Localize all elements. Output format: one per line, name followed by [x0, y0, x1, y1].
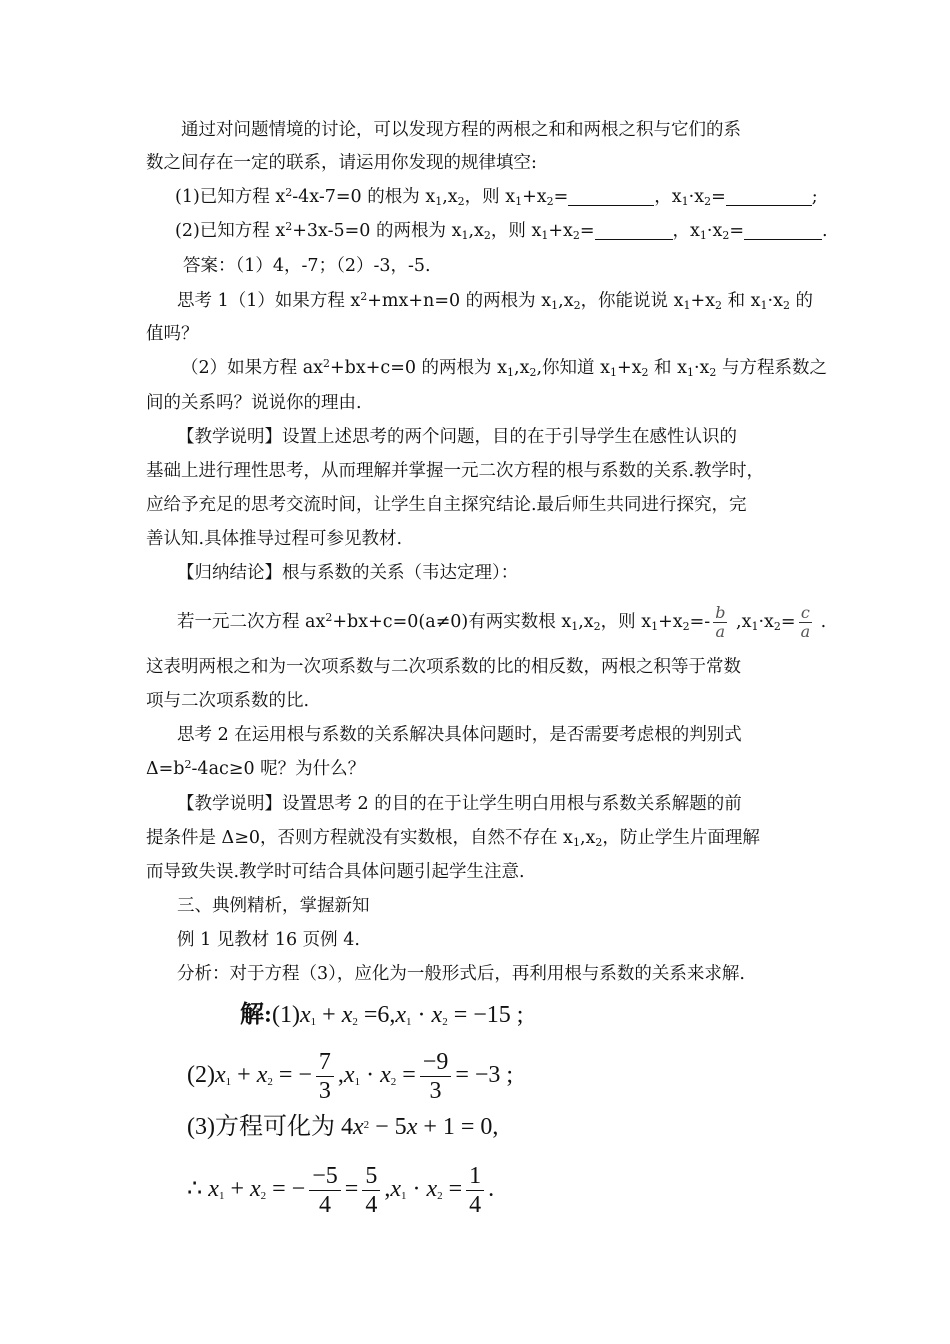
intro-line-1: 通过对问题情境的讨论，可以发现方程的两根之和和两根之积与它们的系 — [181, 120, 741, 140]
conclusion-heading: 【归纳结论】根与系数的关系（韦达定理）： — [177, 563, 519, 583]
think-1-line-2: 值吗？ — [146, 324, 199, 344]
section-heading: 三、典例精析，掌握新知 — [177, 896, 370, 916]
question-2: (2)已知方程 $x^2+3x-5=0$ 的两根为 $x_1,x_2$，则 $x_1+x_2=$ ，$x_1\cdot x_2=$ . — [175, 220, 828, 242]
answer-blank — [595, 221, 673, 240]
solution-line-3: (3)方程可化为 $4x^2 - 5x + 1 = 0$, — [187, 1114, 499, 1140]
teaching-note-2-line-2: 提条件是 Δ≥0，否则方程就没有实数根，自然不存在 $x_1,x_2$，防止学生片面理解 — [146, 828, 760, 849]
intro-line-2: 数之间存在一定的联系，请运用你发现的规律填空: — [146, 153, 537, 173]
fraction-1-over-4: $\frac{1}{4}$ — [466, 1162, 484, 1219]
teaching-note-1-line-4: 善认知.具体推导过程可参见教材. — [146, 529, 403, 549]
question-1: (1)已知方程 $x^2-4x-7=0$ 的根为 $x_1,x_2$，则 $x_1+x_2=$ ，$x_1\cdot x_2=$ ; — [175, 186, 818, 208]
teaching-note-2-line-3: 而导致失误.教学时可结合具体问题引起学生注意. — [146, 862, 525, 882]
example-1: 例 1 见教材 16 页例 4. — [177, 930, 360, 950]
think-2-line-1: 思考 2 在运用根与系数的关系解决具体问题时，是否需要考虑根的判别式 — [177, 725, 742, 745]
vieta-explain-line-1: 这表明两根之和为一次项系数与二次项系数的比的相反数，两根之积等于常数 — [146, 657, 741, 677]
fraction-5-over-4: $\frac{5}{4}$ — [362, 1162, 380, 1219]
teaching-note-1-line-1: 【教学说明】设置上述思考的两个问题，目的在于引导学生在感性认识的 — [177, 427, 737, 447]
vieta-theorem: 若一元二次方程 $ax^2+bx+c=0(a\ne 0)$有两实数根 $x_1,x_2$，则 $x_1+x_2=-$ $\frac{b}{a}$ $,x_1\cdot x_2=$ $\frac{c}{a}$ . — [177, 603, 827, 641]
answer-blank — [744, 221, 822, 240]
solution-line-2: $(2)x_1 + x_2$ = − $\frac{7}{3}$ $,x_1 \cdot x_2$ = $\frac{-9}{3}$ = −3 ; — [187, 1049, 514, 1104]
answer-blank — [726, 187, 812, 206]
solution-line-1: 解$:(1)x_1 + x_2 =6,x_1 \cdot x_2 = -15$ ; — [240, 1002, 524, 1028]
fraction-neg9-over-3: $\frac{-9}{3}$ — [420, 1048, 452, 1105]
vieta-explain-line-2: 项与二次项系数的比. — [146, 691, 310, 711]
analysis-line: 分析：对于方程（3），应化为一般形式后，再利用根与系数的关系来求解. — [177, 964, 745, 984]
think-1b-line-1: （2）如果方程 $ax^2+bx+c=0$ 的两根为 $x_1,x_2$,你知道 $x_1+x_2$ 和 $x_1\cdot x_2$ 与方程系数之 — [181, 357, 827, 379]
fraction-neg5-over-4: $\frac{-5}{4}$ — [309, 1162, 341, 1219]
fraction-b-over-a: $\frac{b}{a}$ — [715, 603, 726, 641]
fraction-7-over-3: $\frac{7}{3}$ — [316, 1048, 334, 1105]
teaching-note-2-line-1: 【教学说明】设置思考 2 的目的在于让学生明白用根与系数关系解题的前 — [177, 794, 742, 814]
teaching-note-1-line-3: 应给予充足的思考交流时间，让学生自主探究结论.最后师生共同进行探究，完 — [146, 495, 747, 515]
answer-line: 答案：（1）4，-7；（2）-3，-5. — [183, 256, 431, 276]
think-1-line-1: 思考 1（1）如果方程 $x^2+mx+n=0$ 的两根为 $x_1,x_2$，你能说说 $x_1+x_2$ 和 $x_1\cdot x_2$ 的 — [177, 290, 814, 312]
answer-blank — [568, 187, 654, 206]
think-1b-line-2: 间的关系吗？说说你的理由. — [146, 393, 362, 413]
fraction-c-over-a: $\frac{c}{a}$ — [800, 603, 811, 641]
think-2-line-2: $\Delta=b^2-4ac\ge 0$ 呢？为什么？ — [146, 758, 366, 779]
teaching-note-1-line-2: 基础上进行理性思考，从而理解并掌握一元二次方程的根与系数的关系.教学时， — [146, 461, 765, 481]
solution-line-4: ∴ $x_1 + x_2$ = − $\frac{-5}{4}$ = $\frac{5}{4}$ $,x_1 \cdot x_2$ = $\frac{1}{4}$ . — [187, 1163, 495, 1218]
